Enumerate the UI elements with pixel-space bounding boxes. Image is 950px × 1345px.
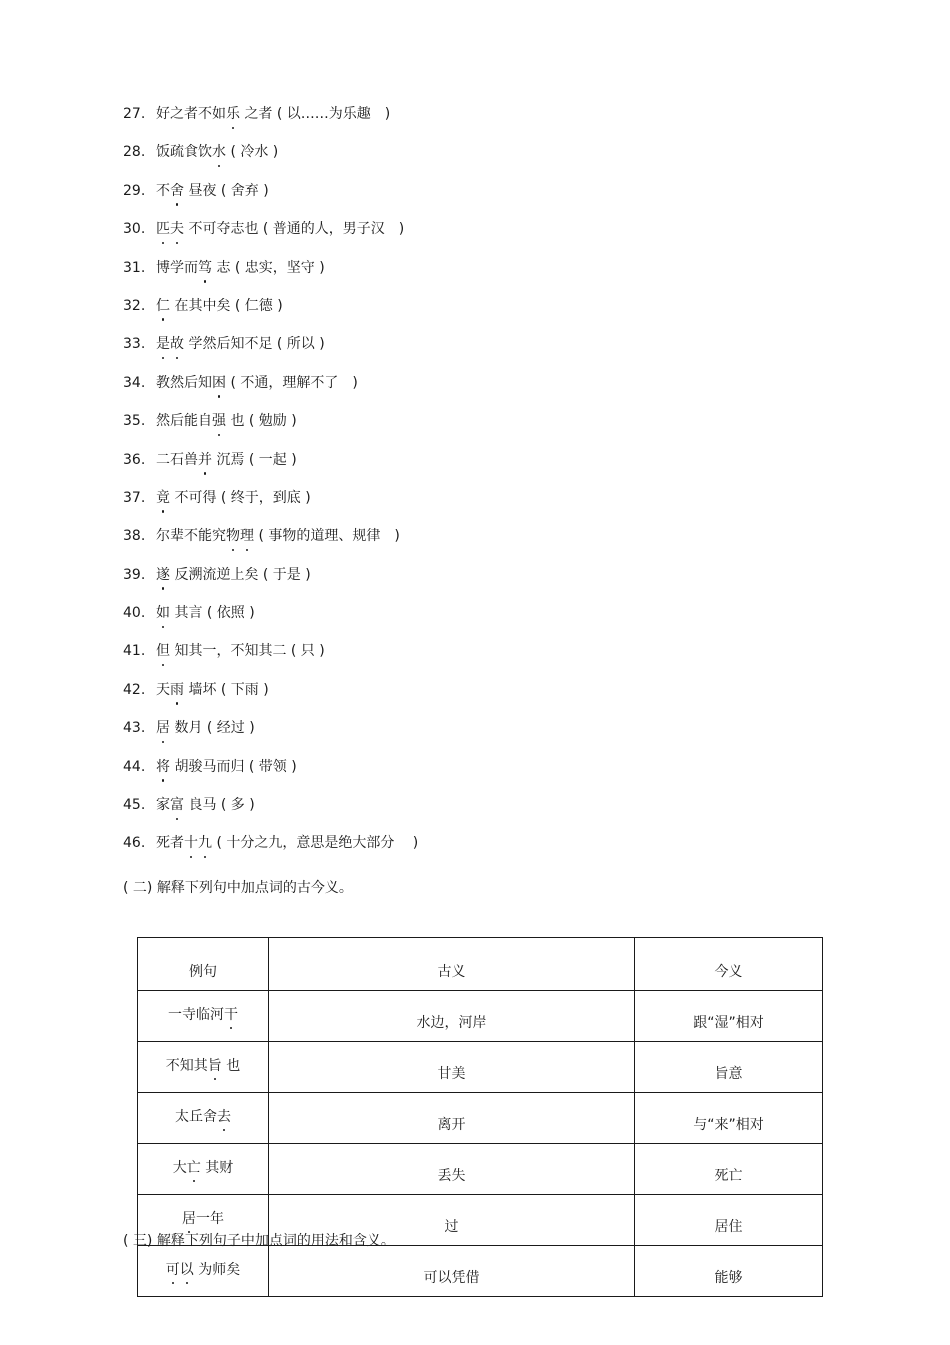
text-fragment: 一寺临河 [168, 1007, 224, 1023]
table-header-modern: 今义 [635, 938, 823, 991]
list-item [123, 718, 883, 756]
text-fragment: 家 [156, 797, 170, 814]
list-item [123, 104, 883, 142]
dotted-char: 但 [156, 643, 170, 660]
list-item [123, 603, 883, 641]
example-cell [138, 991, 269, 1042]
dotted-char: 十 [184, 835, 198, 852]
dotted-char: 居 [156, 720, 170, 737]
list-item [123, 757, 883, 795]
text-fragment: 博学而 [156, 259, 198, 276]
dotted-char: 笃 [198, 259, 212, 276]
dotted-char: 将 [156, 758, 170, 775]
text-fragment: 天 [156, 681, 170, 698]
list-item [123, 181, 883, 219]
table-row [138, 1144, 823, 1195]
dotted-char: 旨 [208, 1055, 222, 1075]
item-number: 37. [123, 489, 146, 506]
text-fragment: 志 ( 忠实，坚守 ) [212, 259, 325, 276]
text-fragment: 学然后知不足 ( 所以 ) [184, 336, 325, 353]
text-fragment: 太丘舍 [175, 1109, 217, 1125]
text-fragment: 其言 ( 依照 ) [170, 605, 255, 622]
item-number: 38. [123, 528, 146, 545]
item-number: 42. [123, 681, 146, 698]
dotted-char: 强 [212, 413, 226, 430]
dotted-char: 仁 [156, 297, 170, 314]
text-fragment: 沉焉 ( 一起 ) [212, 451, 297, 468]
dotted-char: 竟 [156, 489, 170, 506]
dotted-char: 去 [217, 1106, 231, 1126]
dotted-char: 富 [170, 797, 184, 814]
dotted-char: 九 [198, 835, 212, 852]
text-fragment: ( 冷水 ) [226, 144, 279, 161]
dotted-char: 乐 [226, 106, 240, 122]
dotted-char: 水 [212, 144, 226, 161]
item-number: 46. [123, 835, 146, 852]
list-item [123, 565, 883, 603]
item-number: 35. [123, 413, 146, 430]
list-item [123, 373, 883, 411]
text-fragment: 尔辈不能究 [156, 528, 226, 545]
dotted-char: 理 [240, 528, 254, 545]
list-item [123, 450, 883, 488]
modern-meaning-cell: 死亡 [635, 1144, 823, 1195]
text-fragment: 之者 ( 以……为乐趣 ) [240, 106, 391, 122]
text-fragment: 大 [172, 1160, 187, 1176]
text-fragment: 知其一，不知其二 ( 只 ) [170, 643, 325, 660]
text-fragment: ( 十分之九，意思是绝大部分 ) [212, 835, 419, 852]
list-item [123, 411, 883, 449]
section-heading-3: ( 三) 解释下列句子中加点词的用法和含义。 [123, 1233, 395, 1249]
text-fragment: ( 事物的道理、规律 ) [254, 528, 400, 545]
modern-meaning-cell: 旨意 [635, 1042, 823, 1093]
item-number: 45. [123, 797, 146, 814]
dotted-char: 雨 [170, 681, 184, 698]
example-cell [138, 1042, 269, 1093]
item-number: 31. [123, 259, 146, 276]
dotted-char: 故 [170, 336, 184, 353]
list-item [123, 833, 883, 871]
dotted-char: 匹 [156, 221, 170, 238]
text-fragment: 二石兽 [156, 451, 198, 468]
text-fragment: 不 [156, 182, 170, 199]
text-fragment: 数月 ( 经过 ) [170, 720, 255, 737]
dotted-char: 亡 [187, 1157, 201, 1177]
modern-meaning-cell: 跟“湿”相对 [635, 991, 823, 1042]
text-fragment: 为师矣 [193, 1262, 241, 1278]
text-fragment: 饭疏食饮 [156, 144, 212, 161]
table-row [138, 1093, 823, 1144]
text-fragment: 教然后知 [156, 374, 212, 391]
list-item [123, 488, 883, 526]
text-fragment: 反溯流逆上矣 ( 于是 ) [170, 566, 311, 583]
table-row [138, 991, 823, 1042]
list-item [123, 296, 883, 334]
ancient-meaning-cell: 甘美 [269, 1042, 635, 1093]
dotted-char: 如 [156, 605, 170, 622]
item-number: 33. [123, 336, 146, 353]
list-item [123, 334, 883, 372]
dotted-char: 可 [166, 1259, 180, 1279]
text-fragment: 也 ( 勉励 ) [226, 413, 297, 430]
text-fragment: 不可得 ( 终于，到底 ) [170, 489, 311, 506]
table-header-example: 例句 [138, 938, 269, 991]
dotted-char: 是 [156, 336, 170, 353]
table-row [138, 1246, 823, 1297]
text-fragment: 不知其 [165, 1058, 208, 1074]
ancient-meaning-cell: 离开 [269, 1093, 635, 1144]
table-row [138, 1042, 823, 1093]
dotted-char: 并 [198, 451, 212, 468]
item-number: 34. [123, 374, 146, 391]
text-fragment: ( 不通，理解不了 ) [226, 374, 358, 391]
dotted-char: 舍 [170, 182, 184, 199]
list-item [123, 680, 883, 718]
ancient-meaning-cell: 过 [269, 1195, 635, 1246]
table-header-row [138, 938, 823, 991]
dotted-char: 物 [226, 528, 240, 545]
list-item [123, 258, 883, 296]
modern-meaning-cell: 居住 [635, 1195, 823, 1246]
table-header-ancient: 古义 [269, 938, 635, 991]
text-fragment: 良马 ( 多 ) [184, 797, 255, 814]
text-fragment: 一年 [196, 1211, 224, 1227]
item-number: 32. [123, 297, 146, 314]
item-number: 36. [123, 451, 146, 468]
text-fragment: 好之者不如 [156, 106, 226, 122]
modern-meaning-cell: 与“来”相对 [635, 1093, 823, 1144]
list-item [123, 219, 883, 257]
text-fragment: 死者 [156, 835, 184, 852]
dotted-char: 以 [180, 1259, 194, 1279]
text-fragment: 然后能自 [156, 413, 212, 430]
item-number: 44. [123, 758, 146, 775]
dotted-char: 遂 [156, 566, 170, 583]
item-number: 43. [123, 720, 146, 737]
text-fragment: 昼夜 ( 舍弃 ) [184, 182, 269, 199]
item-number: 28. [123, 144, 146, 161]
list-item [123, 526, 883, 564]
dotted-char: 夫 [170, 221, 184, 238]
text-fragment: 胡骏马而归 ( 带领 ) [170, 758, 297, 775]
ancient-meaning-cell: 可以凭借 [269, 1246, 635, 1297]
item-number: 41. [123, 643, 146, 660]
item-number: 27. [123, 106, 146, 122]
text-fragment: 其财 [200, 1160, 234, 1176]
example-cell [138, 1144, 269, 1195]
item-number: 29. [123, 182, 146, 199]
text-fragment: 也 [221, 1058, 241, 1074]
item-number: 39. [123, 566, 146, 583]
item-number: 40. [123, 605, 146, 622]
ancient-meaning-cell: 水边，河岸 [269, 991, 635, 1042]
text-fragment: 不可夺志也 ( 普通的人，男子汉 ) [184, 221, 405, 238]
item-number: 30. [123, 221, 146, 238]
ancient-meaning-cell: 丢失 [269, 1144, 635, 1195]
text-fragment: 在其中矣 ( 仁德 ) [170, 297, 283, 314]
example-cell [138, 1093, 269, 1144]
text-fragment: 墙坏 ( 下雨 ) [184, 681, 269, 698]
dotted-char: 居 [182, 1208, 196, 1228]
section-heading-2: ( 二) 解释下列句中加点词的古今义。 [123, 880, 353, 896]
list-item [123, 795, 883, 833]
list-item [123, 142, 883, 180]
modern-meaning-cell: 能够 [635, 1246, 823, 1297]
dotted-char: 困 [212, 374, 226, 391]
dotted-char: 干 [224, 1004, 238, 1024]
example-cell [138, 1246, 269, 1297]
list-item [123, 641, 883, 679]
vocabulary-list [123, 104, 883, 872]
